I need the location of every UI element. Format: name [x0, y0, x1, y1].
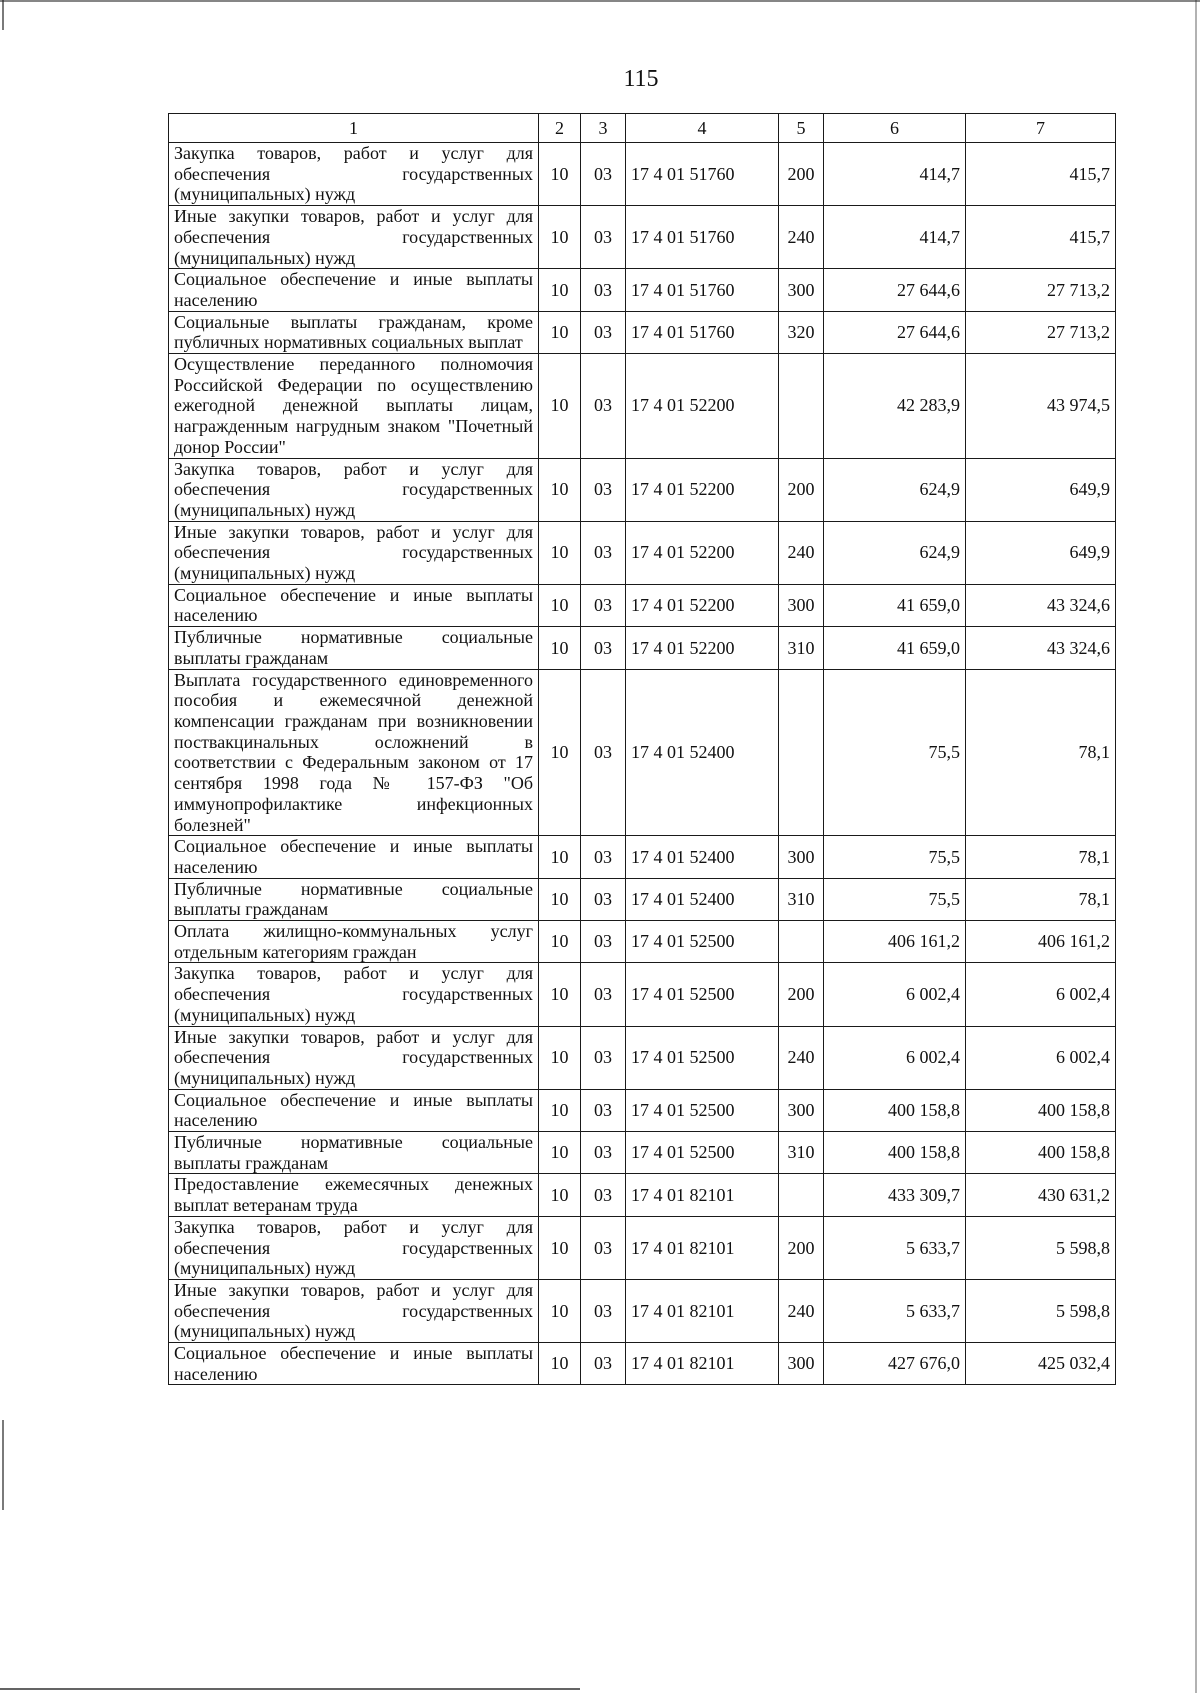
- subsection-cell: 03: [581, 1216, 626, 1279]
- expense-type-cell: [779, 354, 824, 459]
- subsection-cell: 03: [581, 1279, 626, 1342]
- target-article-cell: 17 4 01 52200: [626, 354, 779, 459]
- section-cell: 10: [539, 1026, 581, 1089]
- subsection-cell: 03: [581, 669, 626, 836]
- item-name-cell: Иные закупки товаров, работ и услуг для обеспечения государственных (муниципальных) нужд: [169, 1279, 539, 1342]
- column-header: 7: [966, 114, 1116, 143]
- column-header: 1: [169, 114, 539, 143]
- amount-year-1-cell: 433 309,7: [824, 1174, 966, 1216]
- section-cell: 10: [539, 354, 581, 459]
- table-row: [169, 206, 1116, 269]
- amount-year-2-cell: 6 002,4: [966, 1026, 1116, 1089]
- amount-year-2-cell: 78,1: [966, 878, 1116, 920]
- amount-year-1-cell: 624,9: [824, 458, 966, 521]
- target-article-cell: 17 4 01 52400: [626, 836, 779, 878]
- item-name-cell: Социальные выплаты гражданам, кроме публичных нормативных социальных выплат: [169, 311, 539, 353]
- expense-type-cell: 300: [779, 1343, 824, 1385]
- item-name-cell: Публичные нормативные социальные выплаты гражданам: [169, 878, 539, 920]
- expense-type-cell: [779, 1174, 824, 1216]
- scan-edge-mark: [0, 1688, 580, 1690]
- amount-year-2-cell: 406 161,2: [966, 921, 1116, 963]
- amount-year-2-cell: 27 713,2: [966, 311, 1116, 353]
- target-article-cell: 17 4 01 51760: [626, 206, 779, 269]
- amount-year-1-cell: 75,5: [824, 878, 966, 920]
- expense-type-cell: 240: [779, 1026, 824, 1089]
- amount-year-1-cell: 75,5: [824, 836, 966, 878]
- item-name-cell: Закупка товаров, работ и услуг для обеспечения государственных (муниципальных) нужд: [169, 963, 539, 1026]
- subsection-cell: 03: [581, 311, 626, 353]
- item-name-cell: Публичные нормативные социальные выплаты гражданам: [169, 1132, 539, 1174]
- scan-edge-mark: [1195, 0, 1197, 1693]
- expense-type-cell: 310: [779, 1132, 824, 1174]
- expense-type-cell: 310: [779, 627, 824, 669]
- subsection-cell: 03: [581, 1343, 626, 1385]
- section-cell: 10: [539, 627, 581, 669]
- expense-type-cell: 240: [779, 206, 824, 269]
- amount-year-1-cell: 400 158,8: [824, 1089, 966, 1131]
- expense-type-cell: 200: [779, 458, 824, 521]
- expense-type-cell: 310: [779, 878, 824, 920]
- expense-type-cell: 300: [779, 269, 824, 311]
- subsection-cell: 03: [581, 627, 626, 669]
- amount-year-1-cell: 27 644,6: [824, 269, 966, 311]
- target-article-cell: 17 4 01 52200: [626, 458, 779, 521]
- page-number: 115: [623, 66, 659, 92]
- target-article-cell: 17 4 01 52500: [626, 1089, 779, 1131]
- expense-type-cell: 200: [779, 963, 824, 1026]
- table-row: [169, 963, 1116, 1026]
- target-article-cell: 17 4 01 82101: [626, 1216, 779, 1279]
- item-name-cell: Социальное обеспечение и иные выплаты населению: [169, 269, 539, 311]
- table-row: [169, 458, 1116, 521]
- table-row: [169, 584, 1116, 626]
- table-row: [169, 836, 1116, 878]
- subsection-cell: 03: [581, 143, 626, 206]
- item-name-cell: Социальное обеспечение и иные выплаты населению: [169, 1089, 539, 1131]
- section-cell: 10: [539, 878, 581, 920]
- subsection-cell: 03: [581, 1174, 626, 1216]
- section-cell: 10: [539, 836, 581, 878]
- expense-type-cell: 320: [779, 311, 824, 353]
- item-name-cell: Социальное обеспечение и иные выплаты населению: [169, 1343, 539, 1385]
- amount-year-2-cell: 5 598,8: [966, 1216, 1116, 1279]
- amount-year-2-cell: 430 631,2: [966, 1174, 1116, 1216]
- section-cell: 10: [539, 206, 581, 269]
- amount-year-1-cell: 624,9: [824, 521, 966, 584]
- amount-year-2-cell: 6 002,4: [966, 963, 1116, 1026]
- item-name-cell: Иные закупки товаров, работ и услуг для обеспечения государственных (муниципальных) нужд: [169, 1026, 539, 1089]
- amount-year-2-cell: 400 158,8: [966, 1089, 1116, 1131]
- amount-year-2-cell: 5 598,8: [966, 1279, 1116, 1342]
- table-row: [169, 143, 1116, 206]
- target-article-cell: 17 4 01 82101: [626, 1279, 779, 1342]
- amount-year-1-cell: 400 158,8: [824, 1132, 966, 1174]
- table-row: [169, 269, 1116, 311]
- expense-type-cell: [779, 921, 824, 963]
- amount-year-1-cell: 6 002,4: [824, 963, 966, 1026]
- expense-type-cell: 300: [779, 836, 824, 878]
- section-cell: 10: [539, 963, 581, 1026]
- target-article-cell: 17 4 01 52200: [626, 521, 779, 584]
- section-cell: 10: [539, 1343, 581, 1385]
- column-header: 4: [626, 114, 779, 143]
- amount-year-2-cell: 649,9: [966, 521, 1116, 584]
- amount-year-2-cell: 27 713,2: [966, 269, 1116, 311]
- budget-table: [168, 113, 1116, 1385]
- table-row: [169, 669, 1116, 836]
- table-row: [169, 1216, 1116, 1279]
- expense-type-cell: 200: [779, 143, 824, 206]
- expense-type-cell: [779, 669, 824, 836]
- target-article-cell: 17 4 01 52200: [626, 627, 779, 669]
- target-article-cell: 17 4 01 82101: [626, 1174, 779, 1216]
- subsection-cell: 03: [581, 963, 626, 1026]
- amount-year-1-cell: 41 659,0: [824, 627, 966, 669]
- section-cell: 10: [539, 1132, 581, 1174]
- subsection-cell: 03: [581, 458, 626, 521]
- subsection-cell: 03: [581, 921, 626, 963]
- section-cell: 10: [539, 584, 581, 626]
- item-name-cell: Выплата государственного единовременного пособия и ежемесячной денежной компенсации гражданам при возникновении поствакцинальных осложнений в соответствии с Федеральным законом от 17 сентября 1998 года № 157-ФЗ "Об иммунопрофилактике инфекционных болезней": [169, 669, 539, 836]
- amount-year-1-cell: 6 002,4: [824, 1026, 966, 1089]
- subsection-cell: 03: [581, 1132, 626, 1174]
- table-row: [169, 1279, 1116, 1342]
- expense-type-cell: 200: [779, 1216, 824, 1279]
- item-name-cell: Иные закупки товаров, работ и услуг для обеспечения государственных (муниципальных) нужд: [169, 206, 539, 269]
- target-article-cell: 17 4 01 52200: [626, 584, 779, 626]
- subsection-cell: 03: [581, 1089, 626, 1131]
- section-cell: 10: [539, 1279, 581, 1342]
- target-article-cell: 17 4 01 51760: [626, 311, 779, 353]
- amount-year-1-cell: 75,5: [824, 669, 966, 836]
- item-name-cell: Социальное обеспечение и иные выплаты населению: [169, 584, 539, 626]
- table-row: [169, 1132, 1116, 1174]
- column-header: 2: [539, 114, 581, 143]
- amount-year-2-cell: 78,1: [966, 669, 1116, 836]
- target-article-cell: 17 4 01 82101: [626, 1343, 779, 1385]
- table-row: [169, 1089, 1116, 1131]
- section-cell: 10: [539, 269, 581, 311]
- subsection-cell: 03: [581, 878, 626, 920]
- section-cell: 10: [539, 1216, 581, 1279]
- section-cell: 10: [539, 1089, 581, 1131]
- amount-year-1-cell: 5 633,7: [824, 1279, 966, 1342]
- item-name-cell: Предоставление ежемесячных денежных выплат ветеранам труда: [169, 1174, 539, 1216]
- item-name-cell: Публичные нормативные социальные выплаты гражданам: [169, 627, 539, 669]
- target-article-cell: 17 4 01 52400: [626, 878, 779, 920]
- amount-year-1-cell: 5 633,7: [824, 1216, 966, 1279]
- amount-year-2-cell: 425 032,4: [966, 1343, 1116, 1385]
- column-header: 6: [824, 114, 966, 143]
- amount-year-2-cell: 43 324,6: [966, 627, 1116, 669]
- table-row: [169, 627, 1116, 669]
- table-row: [169, 311, 1116, 353]
- amount-year-1-cell: 42 283,9: [824, 354, 966, 459]
- section-cell: 10: [539, 143, 581, 206]
- subsection-cell: 03: [581, 521, 626, 584]
- subsection-cell: 03: [581, 354, 626, 459]
- table-row: [169, 921, 1116, 963]
- section-cell: 10: [539, 1174, 581, 1216]
- section-cell: 10: [539, 669, 581, 836]
- amount-year-2-cell: 400 158,8: [966, 1132, 1116, 1174]
- item-name-cell: Осуществление переданного полномочия Российской Федерации по осуществлению ежегодной денежной выплаты лицам, награжденным нагрудным знаком "Почетный донор России": [169, 354, 539, 459]
- amount-year-1-cell: 427 676,0: [824, 1343, 966, 1385]
- column-header: 5: [779, 114, 824, 143]
- table-row: [169, 1343, 1116, 1385]
- item-name-cell: Оплата жилищно-коммунальных услуг отдельным категориям граждан: [169, 921, 539, 963]
- section-cell: 10: [539, 311, 581, 353]
- item-name-cell: Закупка товаров, работ и услуг для обеспечения государственных (муниципальных) нужд: [169, 458, 539, 521]
- expense-type-cell: 240: [779, 1279, 824, 1342]
- item-name-cell: Закупка товаров, работ и услуг для обеспечения государственных (муниципальных) нужд: [169, 143, 539, 206]
- subsection-cell: 03: [581, 269, 626, 311]
- target-article-cell: 17 4 01 51760: [626, 269, 779, 311]
- subsection-cell: 03: [581, 206, 626, 269]
- table-row: [169, 354, 1116, 459]
- column-header: 3: [581, 114, 626, 143]
- table-body: [169, 143, 1116, 1385]
- amount-year-2-cell: 78,1: [966, 836, 1116, 878]
- amount-year-2-cell: 43 974,5: [966, 354, 1116, 459]
- amount-year-1-cell: 406 161,2: [824, 921, 966, 963]
- expense-type-cell: 300: [779, 1089, 824, 1131]
- scan-edge-mark: [2, 0, 4, 30]
- table-header-row: [169, 114, 1116, 143]
- amount-year-1-cell: 414,7: [824, 143, 966, 206]
- scan-edge-mark: [0, 0, 1200, 2]
- scan-edge-mark: [2, 1420, 4, 1510]
- subsection-cell: 03: [581, 836, 626, 878]
- amount-year-1-cell: 41 659,0: [824, 584, 966, 626]
- amount-year-1-cell: 414,7: [824, 206, 966, 269]
- target-article-cell: 17 4 01 52400: [626, 669, 779, 836]
- table-row: [169, 1174, 1116, 1216]
- table-row: [169, 521, 1116, 584]
- amount-year-2-cell: 415,7: [966, 206, 1116, 269]
- target-article-cell: 17 4 01 52500: [626, 1026, 779, 1089]
- target-article-cell: 17 4 01 52500: [626, 963, 779, 1026]
- table-row: [169, 1026, 1116, 1089]
- section-cell: 10: [539, 458, 581, 521]
- subsection-cell: 03: [581, 584, 626, 626]
- target-article-cell: 17 4 01 51760: [626, 143, 779, 206]
- expense-type-cell: 240: [779, 521, 824, 584]
- expense-type-cell: 300: [779, 584, 824, 626]
- item-name-cell: Закупка товаров, работ и услуг для обеспечения государственных (муниципальных) нужд: [169, 1216, 539, 1279]
- amount-year-2-cell: 43 324,6: [966, 584, 1116, 626]
- subsection-cell: 03: [581, 1026, 626, 1089]
- table-row: [169, 878, 1116, 920]
- amount-year-2-cell: 415,7: [966, 143, 1116, 206]
- amount-year-1-cell: 27 644,6: [824, 311, 966, 353]
- amount-year-2-cell: 649,9: [966, 458, 1116, 521]
- target-article-cell: 17 4 01 52500: [626, 921, 779, 963]
- section-cell: 10: [539, 521, 581, 584]
- section-cell: 10: [539, 921, 581, 963]
- item-name-cell: Социальное обеспечение и иные выплаты населению: [169, 836, 539, 878]
- target-article-cell: 17 4 01 52500: [626, 1132, 779, 1174]
- item-name-cell: Иные закупки товаров, работ и услуг для обеспечения государственных (муниципальных) нужд: [169, 521, 539, 584]
